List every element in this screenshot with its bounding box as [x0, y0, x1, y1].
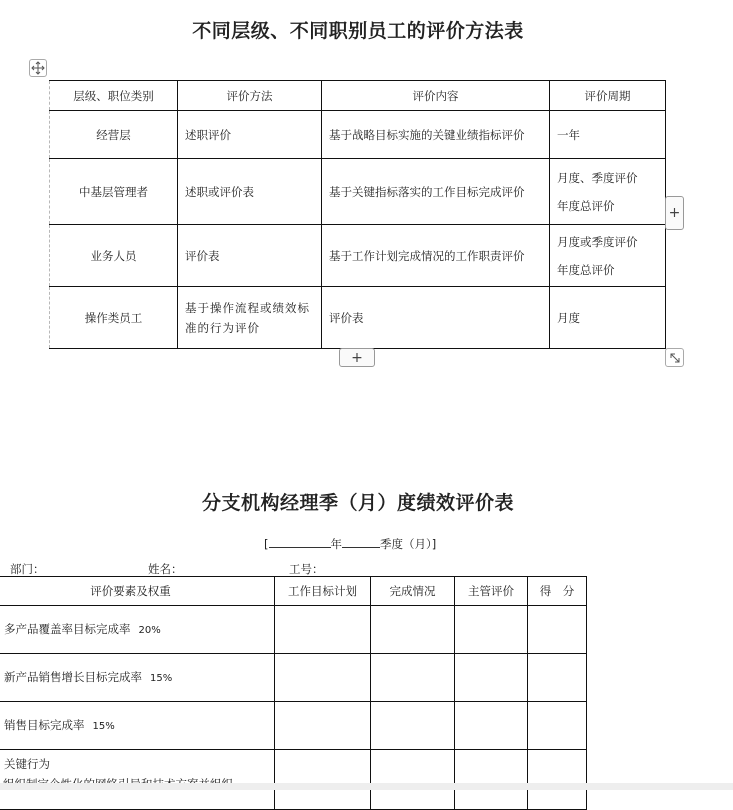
evaluation-item-cell[interactable]	[0, 702, 275, 750]
cycle-line: 月度、季度评价	[557, 170, 638, 185]
header-cell: 评价周期	[550, 81, 666, 111]
supervisor-cell[interactable]	[455, 654, 528, 702]
header-cell: 主管评价	[455, 577, 528, 606]
id-label: 工号：	[289, 562, 324, 576]
completion-cell[interactable]	[371, 654, 455, 702]
header-cell: 工作目标计划	[275, 577, 371, 606]
item-text: 销售目标完成率	[3, 717, 85, 732]
table-header-row	[50, 81, 666, 111]
table-resize-icon[interactable]	[665, 348, 684, 367]
score-cell[interactable]	[528, 750, 587, 810]
item-text: 关键行为	[3, 757, 50, 771]
header-cell: 评价内容	[322, 81, 550, 111]
table-row	[50, 225, 666, 287]
header-cell: 评价要素及权重	[0, 577, 275, 606]
header-cell: 得 分	[528, 577, 587, 606]
page-title-quarterly-evaluation: 分支机构经理季（月）度绩效评价表	[201, 492, 514, 514]
content-cell[interactable]: 基于战略目标实施的关键业绩指标评价	[322, 111, 550, 159]
content-cell[interactable]: 基于关键指标落实的工作目标完成评价	[322, 159, 550, 225]
quarter-label: 季度（月）]	[380, 537, 437, 551]
table-row	[0, 702, 587, 750]
table-header-row	[0, 577, 587, 606]
score-cell[interactable]	[528, 606, 587, 654]
item-text: 新产品销售增长目标完成率	[3, 669, 142, 684]
name-label: 姓名：	[148, 562, 183, 576]
plan-cell[interactable]	[275, 654, 371, 702]
level-cell[interactable]: 操作类员工	[50, 287, 178, 349]
plan-cell[interactable]	[275, 702, 371, 750]
supervisor-cell[interactable]	[455, 702, 528, 750]
cycle-cell[interactable]	[550, 225, 666, 287]
table-row	[0, 654, 587, 702]
dept-label: 部门：	[10, 562, 45, 576]
period-open: [	[264, 537, 269, 551]
cycle-line: 月度或季度评价	[557, 234, 638, 249]
quarterly-evaluation-table	[0, 576, 587, 810]
plan-cell[interactable]	[275, 750, 371, 810]
table-row	[0, 750, 587, 810]
content-cell[interactable]: 评价表	[322, 287, 550, 349]
item-weight: 15%	[92, 720, 115, 732]
table-row	[0, 606, 587, 654]
evaluation-item-cell[interactable]	[0, 750, 275, 810]
table-row	[50, 111, 666, 159]
level-cell[interactable]: 中基层管理者	[50, 159, 178, 225]
year-blank[interactable]	[269, 535, 331, 548]
supervisor-cell[interactable]	[455, 606, 528, 654]
completion-cell[interactable]	[371, 606, 455, 654]
evaluation-methods-table	[49, 80, 666, 349]
table-row	[50, 159, 666, 225]
plan-cell[interactable]	[275, 606, 371, 654]
header-cell: 层级、职位类别	[50, 81, 178, 111]
year-label: 年	[330, 537, 342, 551]
cycle-cell[interactable]: 一年	[550, 111, 666, 159]
score-cell[interactable]	[528, 654, 587, 702]
score-cell[interactable]	[528, 702, 587, 750]
header-cell: 完成情况	[371, 577, 455, 606]
horizontal-scrollbar[interactable]	[0, 783, 733, 790]
completion-cell[interactable]	[371, 750, 455, 810]
header-cell: 评价方法	[178, 81, 322, 111]
cycle-cell[interactable]: 月度	[550, 287, 666, 349]
table-move-handle-icon[interactable]	[29, 59, 47, 77]
method-cell[interactable]: 述职评价	[178, 111, 322, 159]
page-title-evaluation-methods: 不同层级、不同职别员工的评价方法表	[192, 20, 524, 42]
content-cell[interactable]: 基于工作计划完成情况的工作职责评价	[322, 225, 550, 287]
add-row-button[interactable]: +	[339, 348, 375, 367]
evaluation-item-cell[interactable]	[0, 606, 275, 654]
cycle-line: 年度总评价	[557, 198, 615, 213]
quarter-blank[interactable]	[342, 535, 380, 548]
method-cell[interactable]: 评价表	[178, 225, 322, 287]
item-weight: 20%	[138, 624, 161, 636]
period-line	[264, 535, 436, 552]
supervisor-cell[interactable]	[455, 750, 528, 810]
completion-cell[interactable]	[371, 702, 455, 750]
level-cell[interactable]: 业务人员	[50, 225, 178, 287]
evaluation-item-cell[interactable]	[0, 654, 275, 702]
table-row	[50, 287, 666, 349]
level-cell[interactable]: 经营层	[50, 111, 178, 159]
cycle-cell[interactable]	[550, 159, 666, 225]
item-line	[0, 754, 268, 774]
item-text: 多产品覆盖率目标完成率	[3, 621, 131, 636]
cycle-line: 年度总评价	[557, 262, 615, 277]
item-weight: 15%	[149, 672, 173, 684]
method-cell[interactable]: 基于操作流程或绩效标准的行为评价	[178, 287, 322, 349]
add-column-button[interactable]: +	[665, 196, 684, 230]
method-cell[interactable]: 述职或评价表	[178, 159, 322, 225]
